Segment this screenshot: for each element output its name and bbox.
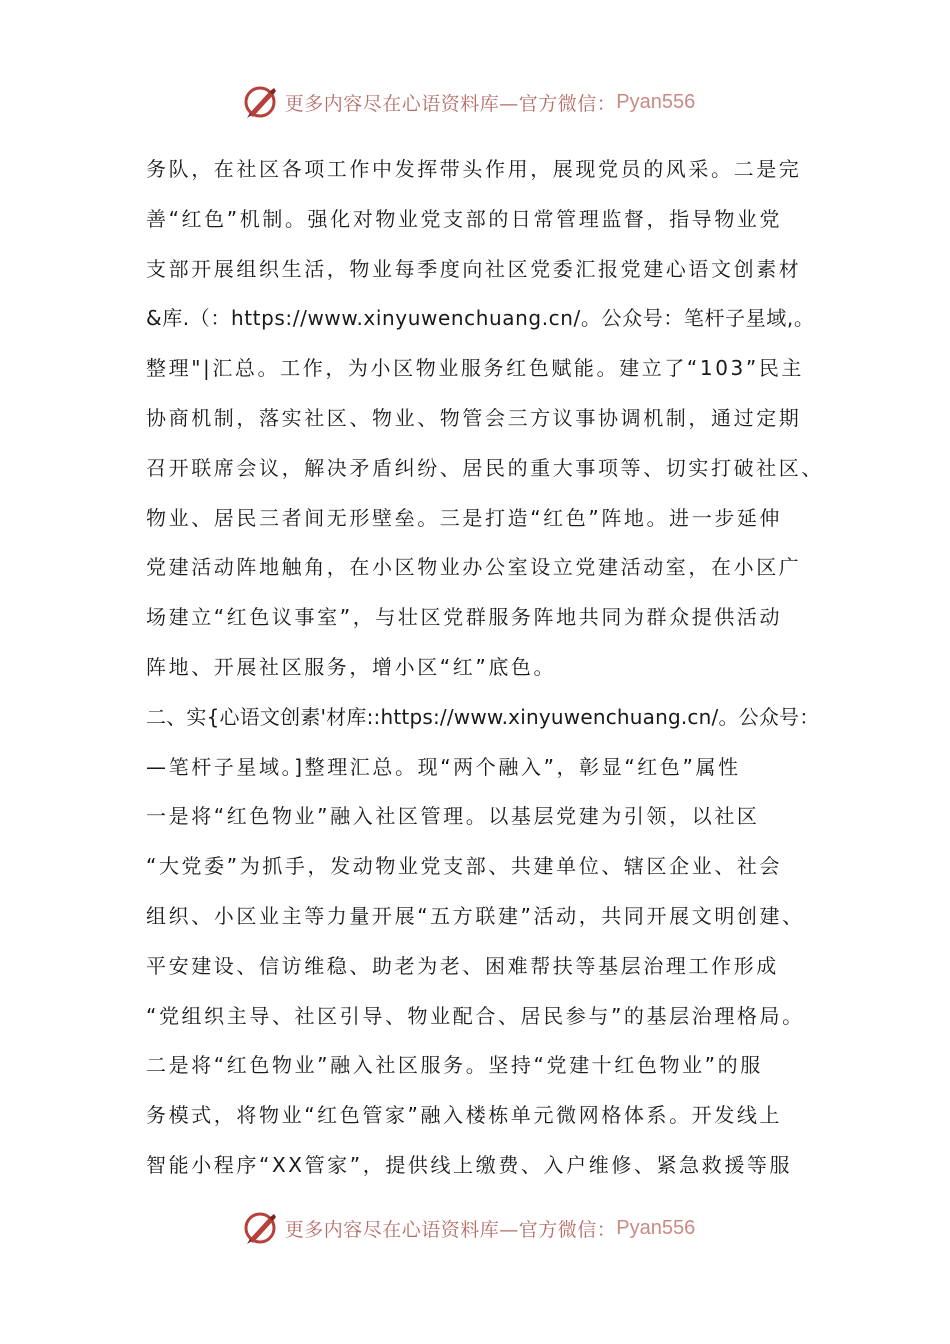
body-line: 智能小程序“XX管家”，提供线上缴费、入户维修、紧急救援等服: [146, 1152, 793, 1177]
body-line: 善“红色”机制。强化对物业党支部的日常管理监督，指导物业党: [146, 206, 783, 231]
footer-text: 更多内容尽在心语资料库—官方微信：: [284, 1218, 617, 1241]
body-line: —笔杆子星域。]整理汇总。现“两个融入”，彰显“红色”属性: [146, 754, 741, 779]
body-line: 二是将“红色物业”融入社区服务。坚持“党建十红色物业”的服: [146, 1053, 763, 1078]
body-line: 党建活动阵地触角，在小区物业办公室设立党建活动室，在小区广: [146, 555, 802, 580]
footer-wechat-id: Pyan556: [616, 1216, 696, 1239]
body-line: 支部开展组织生活，物业每季度向社区党委汇报党建心语文创素材: [146, 256, 802, 281]
body-line: 整理"|汇总。工作，为小区物业服务红色赋能。建立了“103”民主: [146, 356, 805, 381]
body-line: 阵地、开展社区服务，增小区“红”底色。: [146, 654, 557, 679]
body-line: 一是将“红色物业”融入社区管理。以基层党建为引领，以社区: [146, 804, 760, 829]
body-line: 组织、小区业主等力量开展“五方联建”活动，共同开展文明创建、: [146, 903, 805, 928]
body-line: 平安建设、信访维稳、助老为老、困难帮扶等基层治理工作形成: [146, 953, 779, 978]
header-text: 更多内容尽在心语资料库—官方微信：: [284, 92, 617, 115]
body-line: 召开联席会议，解决矛盾纠纷、居民的重大事项等、切实打破社区、: [146, 455, 824, 480]
header-wechat-id: Pyan556: [616, 90, 696, 113]
body-line: 二、实{心语文创素'材库::https://www.xinyuwenchuang.cn/。公众号：: [146, 704, 820, 729]
footer-banner: [0, 1208, 950, 1248]
document-body: [146, 145, 826, 1191]
body-line: 物业、居民三者间无形壁垒。三是打造“红色”阵地。进一步延伸: [146, 505, 783, 530]
body-line: &库.（：https://www.xinyuwenchuang.cn/。公众号：笔杆子星域,。: [146, 306, 815, 331]
body-line: “党组织主导、社区引导、物业配合、居民参与”的基层治理格局。: [146, 1003, 805, 1028]
header-banner: [0, 82, 950, 122]
body-line: 务队，在社区各项工作中发挥带头作用，展现党员的风采。二是完: [146, 157, 802, 181]
body-line: “大党委”为抓手，发动物业党支部、共建单位、辖区企业、社会: [146, 854, 783, 879]
body-line: 协商机制，落实社区、物业、物管会三方议事协调机制，通过定期: [146, 405, 802, 430]
body-line: 场建立“红色议事室”，与壮区党群服务阵地共同为群众提供活动: [146, 605, 783, 630]
pen-logo-icon: [243, 1210, 279, 1246]
pen-logo-icon: [243, 84, 279, 120]
body-line: 务模式，将物业“红色管家”融入楼栋单元微网格体系。开发线上: [146, 1103, 783, 1128]
